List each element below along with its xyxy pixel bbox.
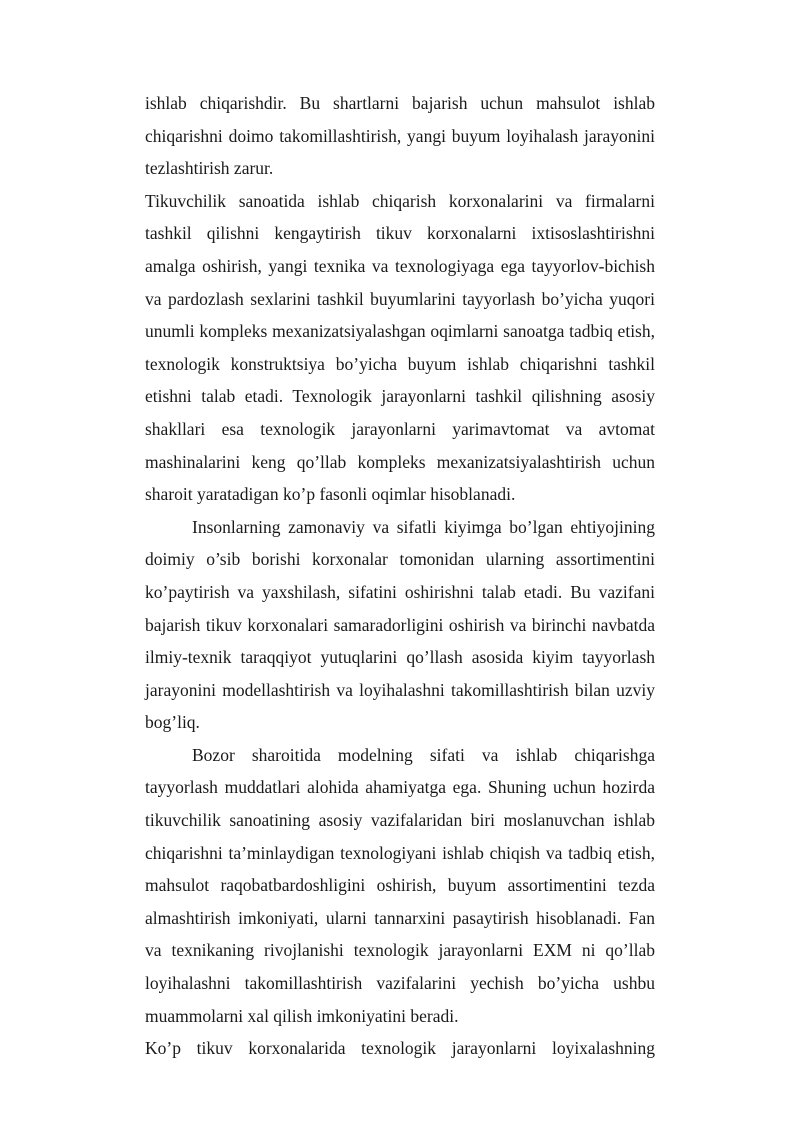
paragraph-5: Ko’p tikuv korxonalarida texnologik jarayonlarni loyixalashning [145, 1038, 655, 1059]
paragraph-2: Tikuvchilik sanoatida ishlab chiqarish korxonalarini va firmalarni tashkil qilishni kengaytirish tikuv korxonalarni ixtisoslashtirishni amalga oshirish, yangi texnika va texnologiyaga ega tayyorlov-bichish va pardozlash sexlarini tashkil buyumlarini tayyorlash bo’yicha yuqori unumli kompleks mexanizatsiyalashgan oqimlarni sanoatga tadbiq etish, texnologik konstruktsiya bo’yicha buyum ishlab chiqarishni tashkil etishni talab etadi. Texnologik jarayonlarni tashkil qilishning asosiy shakllari esa texnologik jarayonlarni yarimavtomat va avtomat mashinalarini keng qo’llab kompleks mexanizatsiyalashtirish uchun sharoit yaratadigan ko’p fasonli oqimlar hisoblanadi. [145, 190, 655, 505]
paragraph-1: ishlab chiqarishdir. Bu shartlarni bajarish uchun mahsulot ishlab chiqarishni doimo takomillashtirish, yangi buyum loyihalash jarayonini tezlashtirish zarur. [145, 93, 655, 179]
paragraph-4: Bozor sharoitida modelning sifati va ishlab chiqarishga tayyorlash muddatlari alohida ahamiyatga ega. Shuning uchun hozirda tikuvchilik sanoatining asosiy vazifalaridan biri moslanuvchan ishlab chiqarishni ta’minlaydigan texnologiyani ishlab chiqish va tadbiq etish, mahsulot raqobatbardoshligini oshirish, buyum assortimentini tezda almashtirish imkoniyati, ularni tannarxini pasaytirish hisoblanadi. Fan va texnikaning rivojlanishi texnologik jarayonlarni EXM ni qo’llab loyihalashni takomillashtirish vazifalarini yechish bo’yicha ushbu muammolarni xal qilish imkoniyatini beradi. [145, 744, 655, 1026]
paragraph-3: Insonlarning zamonaviy va sifatli kiyimga bo’lgan ehtiyojining doimiy o’sib borishi korxonalar tomonidan ularning assortimentini ko’paytirish va yaxshilash, sifatini oshirishni talab etadi. Bu vazifani bajarish tikuv korxonalari samaradorligini oshirish va birinchi navbatda ilmiy-texnik taraqqiyot yutuqlarini qo’llash asosida kiyim tayyorlash jarayonini modellashtirish va loyihalashni takomillashtirish bilan uzviy bog’liq. [145, 516, 655, 733]
body-text [145, 87, 655, 1065]
